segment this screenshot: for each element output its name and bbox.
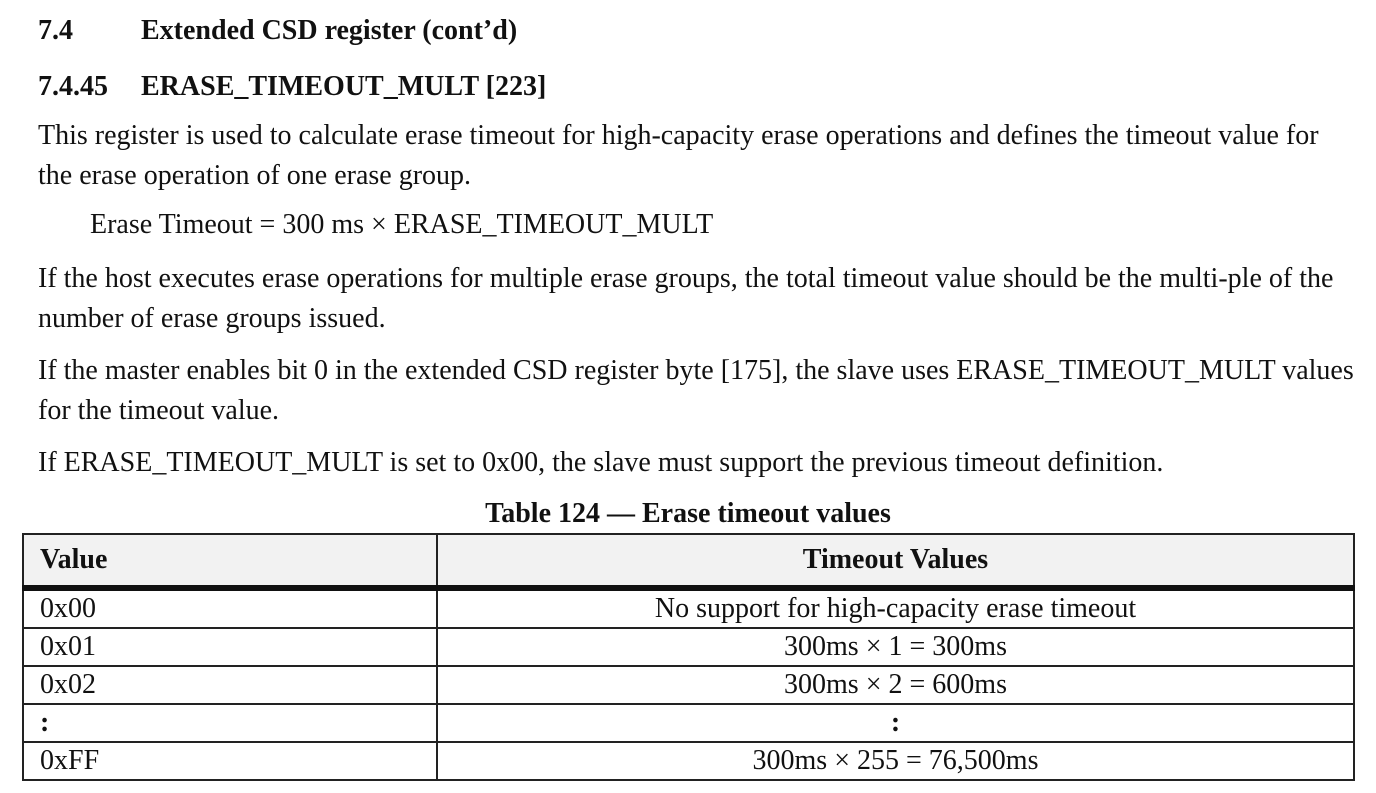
section-number: 7.4 [38, 15, 73, 46]
cell-value: 0x01 [23, 628, 437, 666]
cell-value: 0x02 [23, 666, 437, 704]
table-row [23, 628, 1354, 666]
erase-timeout-formula: Erase Timeout = 300 ms × ERASE_TIMEOUT_MULT [90, 209, 714, 240]
cell-timeout: 300ms × 2 = 600ms [437, 666, 1354, 704]
cell-timeout: No support for high-capacity erase timeout [437, 588, 1354, 628]
table-row [23, 588, 1354, 628]
table-header-row [23, 534, 1354, 588]
intro-paragraph: This register is used to calculate erase timeout for high-capacity erase operations and defines the timeout value for the erase operation of one erase group. [38, 120, 1319, 191]
table-row [23, 666, 1354, 704]
cell-value: 0x00 [23, 588, 437, 628]
master-bit-paragraph: If the master enables bit 0 in the extended CSD register byte [175], the slave uses ERASE_TIMEOUT_MULT values for the timeout value. [38, 355, 1354, 426]
header-timeout-values: Timeout Values [437, 534, 1354, 588]
section-title: Extended CSD register (cont’d) [141, 15, 518, 46]
table-row [23, 704, 1354, 742]
subsection-title: ERASE_TIMEOUT_MULT [223] [141, 71, 547, 102]
cell-timeout: 300ms × 255 = 76,500ms [437, 742, 1354, 780]
erase-timeout-table [22, 533, 1355, 781]
table-caption: Table 124 — Erase timeout values [485, 498, 891, 529]
cell-value: : [23, 704, 437, 742]
cell-value: 0xFF [23, 742, 437, 780]
header-value: Value [23, 534, 437, 588]
multi-group-paragraph: If the host executes erase operations for multiple erase groups, the total timeout value should be the multi-ple of the number of erase groups issued. [38, 263, 1334, 334]
cell-timeout: 300ms × 1 = 300ms [437, 628, 1354, 666]
subsection-heading [38, 70, 546, 104]
section-heading [38, 14, 517, 48]
subsection-number: 7.4.45 [38, 71, 108, 102]
cell-timeout: : [437, 704, 1354, 742]
zero-value-paragraph: If ERASE_TIMEOUT_MULT is set to 0x00, the slave must support the previous timeout definition. [38, 447, 1164, 478]
table-row [23, 742, 1354, 780]
